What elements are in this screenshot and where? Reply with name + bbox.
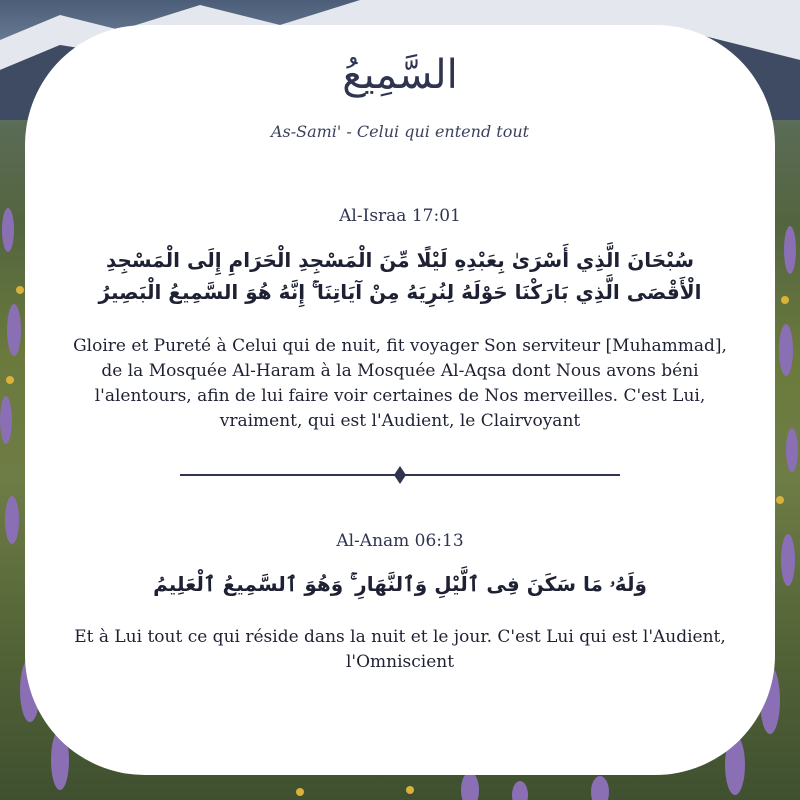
verse-translation: Et à Lui tout ce qui réside dans la nuit et le jour. C'est Lui qui est l'Audient, l'Omniscient [74,627,726,672]
verse-reference: Al-Israa 17:01 [339,206,461,226]
calligraphy-title: السَّمِيعُ [342,52,458,98]
ornament-divider [180,464,620,486]
verse-arabic: وَلَهُۥ مَا سَكَنَ فِى ٱلَّيْلِ وَٱلنَّهَارِ ۚ وَهُوَ ٱلسَّمِيعُ ٱلْعَلِيمُ [153,572,647,596]
verse-arabic: سُبْحَانَ الَّذِي أَسْرَىٰ بِعَبْدِهِ لَيْلًا مِّنَ الْمَسْجِدِ الْحَرَامِ إِلَى الْمَسْجِدِ الْأَقْصَى الَّذِي بَارَكْنَا حَوْلَهُ لِنُرِيَهُ مِنْ آيَاتِنَا ۚ إِنَّهُ هُوَ السَّمِيعُ الْبَصِيرُ [98,248,702,304]
verse-reference: Al-Anam 06:13 [336,531,464,551]
verse-translation: Gloire et Pureté à Celui qui de nuit, fit voyager Son serviteur [Muhammad], de la Mosquée Al-Haram à la Mosquée Al-Aqsa dont Nous avons béni l'alentours, afin de lui faire voir certaines de Nos merveilles. C'est Lui, vraiment, qui est l'Audient, le Clairvoyant [73,336,727,431]
name-subtitle: As-Sami' - Celui qui entend tout [270,122,530,141]
